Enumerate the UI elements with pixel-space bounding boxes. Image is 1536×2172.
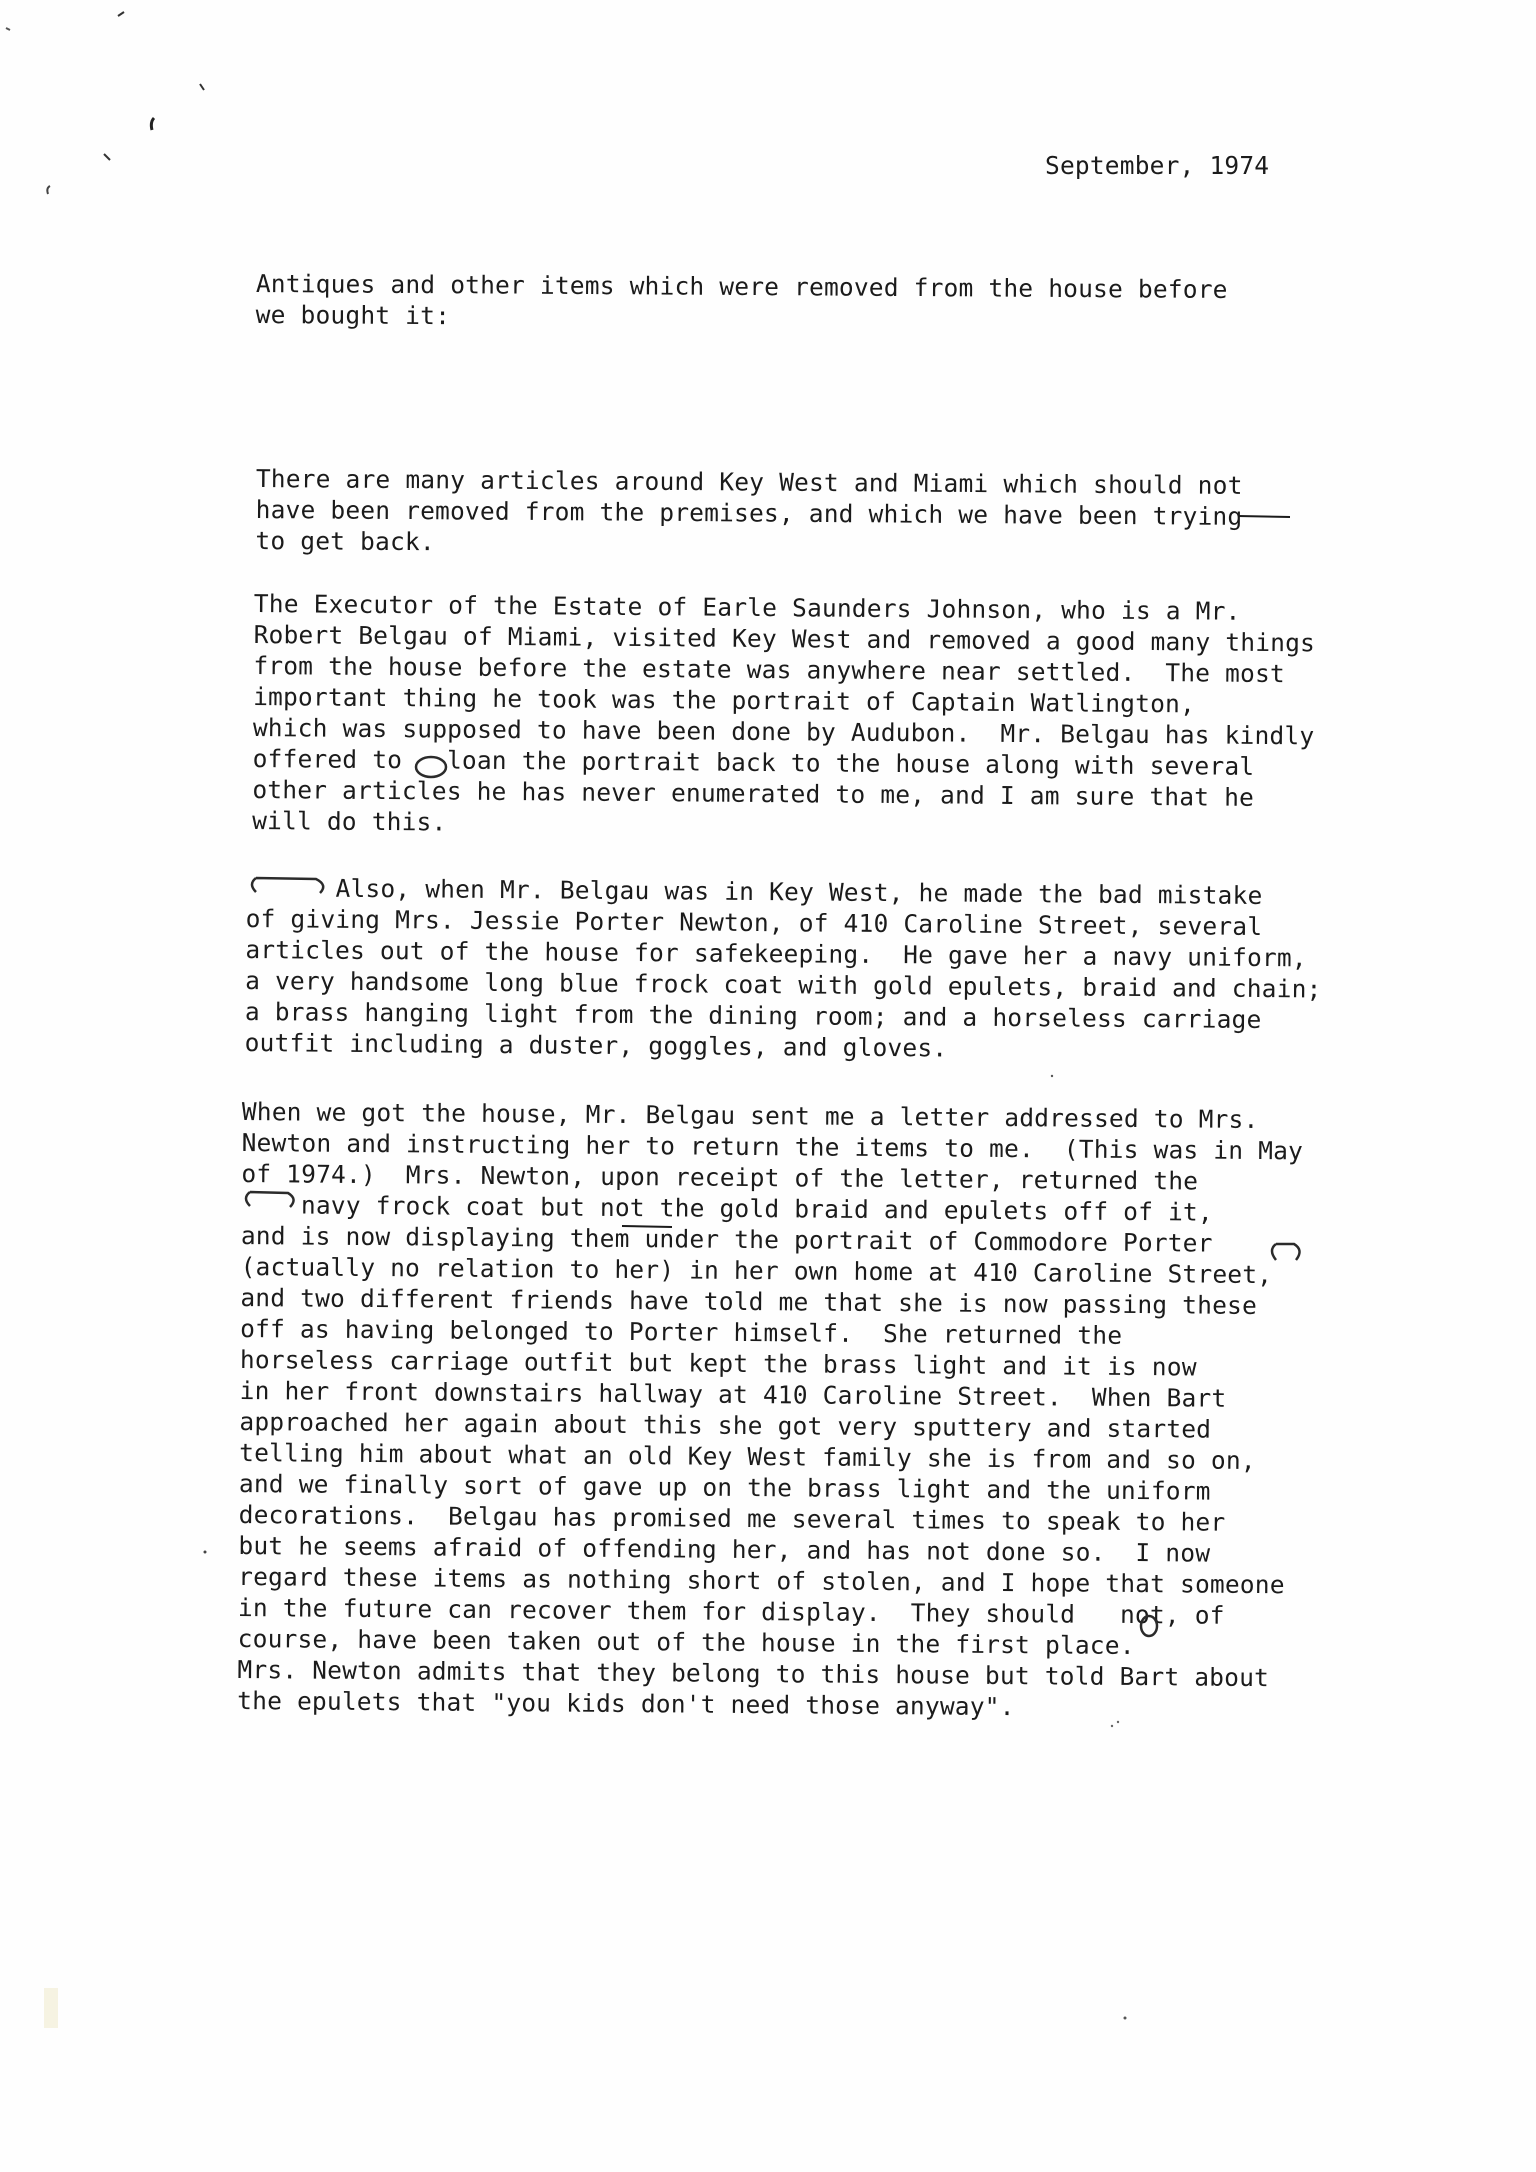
paragraph-line: in her front downstairs hallway at 410 Caroline Street. When Bart [239, 1375, 1227, 1413]
paragraph-line: and we finally sort of gave up on the brass light and the uniform [238, 1468, 1211, 1506]
paragraph-line: which was supposed to have been done by Audubon. Mr. Belgau has kindly [252, 712, 1315, 751]
paragraph-line: of 1974.) Mrs. Newton, upon receipt of the letter, returned the [241, 1158, 1199, 1196]
paragraph-line: have been removed from the premises, and which we have been trying [255, 494, 1243, 531]
paragraph-line: of giving Mrs. Jessie Porter Newton, of 410 Caroline Street, several [245, 903, 1263, 941]
paragraph-line: off as having belonged to Porter himself. She returned the [240, 1313, 1123, 1350]
paragraph-line: important thing he took was the portrait of Captain Watlington, [253, 681, 1196, 719]
letter-date: September, 1974 [1045, 151, 1270, 180]
paragraph-line: The Executor of the Estate of Earle Saunders Johnson, who is a Mr. [253, 588, 1241, 626]
paragraph-line: Robert Belgau of Miami, visited Key West and removed a good many things [253, 619, 1316, 658]
paragraph-line: the epulets that "you kids don't need those anyway". [237, 1685, 1015, 1722]
paragraph-line: Also, when Mr. Belgau was in Key West, he made the bad mistake [245, 872, 1263, 910]
paragraph-line: course, have been taken out of the house in the first place. [237, 1623, 1135, 1661]
paragraph-line: (actually no relation to her) in her own home at 410 Caroline Street, [240, 1251, 1273, 1290]
hand-drawn-bracket-icon [1272, 1244, 1300, 1260]
paragraph-line: in the future can recover them for display. They should not, of [237, 1592, 1225, 1630]
paragraph-line: Newton and instructing her to return the items to me. (This was in May [241, 1127, 1304, 1166]
paragraph-line: There are many articles around Key West and Miami which should not [255, 463, 1243, 500]
underline-mark [1238, 516, 1290, 517]
heading-line: Antiques and other items which were removed from the house before [255, 268, 1228, 304]
paragraph-line: Mrs. Newton admits that they belong to this house but told Bart about [237, 1654, 1270, 1693]
hand-drawn-oval-icon [416, 757, 446, 777]
paragraph-line: to get back. [255, 525, 435, 557]
paragraph-line: navy frock coat but not the gold braid and epulets off of it, [241, 1189, 1214, 1227]
paragraph-line: regard these items as nothing short of stolen, and I hope that someone [238, 1561, 1285, 1600]
paragraph-line: offered to loan the portrait back to the house along with several [252, 743, 1255, 781]
paragraph-line: horseless carriage outfit but kept the brass light and it is now [239, 1344, 1197, 1382]
heading-line: we bought it: [255, 299, 451, 331]
paragraph-line: and is now displaying them under the portrait of Commodore Porter [240, 1220, 1213, 1258]
hand-drawn-bracket-icon [246, 1192, 294, 1207]
paragraph-line: a brass hanging light from the dining room; and a horseless carriage [244, 996, 1262, 1034]
paragraph-line: and two different friends have told me that she is now passing these [240, 1282, 1258, 1320]
underline-mark [622, 1226, 672, 1227]
paragraph-line: from the house before the estate was anywhere near settled. The most [253, 650, 1286, 689]
hand-drawn-oval-icon [1141, 1616, 1157, 1636]
paragraph-line: When we got the house, Mr. Belgau sent me a letter addressed to Mrs. [241, 1097, 1259, 1134]
paragraph-line: other articles he has never enumerated to me, and I am sure that he [252, 774, 1255, 812]
paragraph-line: articles out of the house for safekeeping. He gave her a navy uniform, [245, 934, 1307, 973]
paragraph-line: will do this. [252, 805, 447, 837]
paragraph-line: approached her again about this she got very sputtery and started [239, 1406, 1212, 1444]
paragraph-line: decorations. Belgau has promised me several times to speak to her [238, 1499, 1226, 1537]
hand-drawn-bracket-icon [252, 878, 323, 893]
paragraph-line: telling him about what an old Key West family she is from and so on, [239, 1437, 1256, 1475]
paragraph-line: outfit including a duster, goggles, and gloves. [244, 1027, 948, 1063]
paragraph-line: a very handsome long blue frock coat with gold epulets, braid and chain; [245, 965, 1322, 1004]
paragraph-line: but he seems afraid of offending her, and has not done so. I now [238, 1530, 1211, 1568]
